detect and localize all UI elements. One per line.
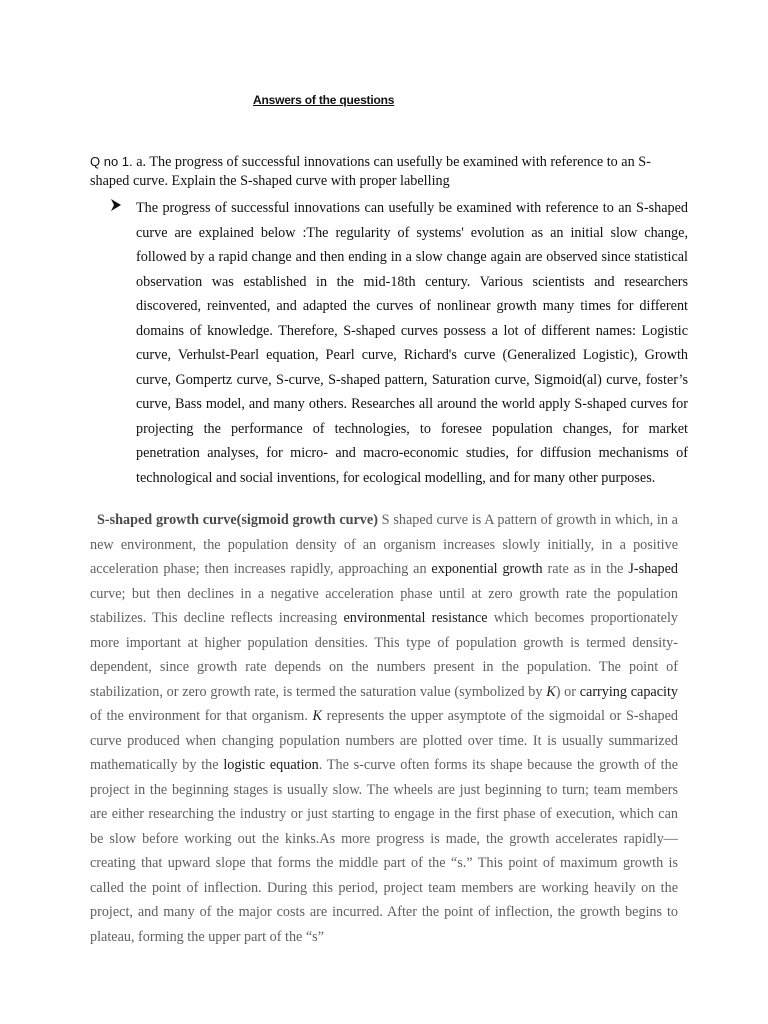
arrow-bullet-icon [111,199,121,211]
paragraph-text: ) or [555,683,580,700]
question-text [90,152,690,191]
paragraph-text: which becomes proportionately more important at higher population densities. This type of population growth is termed density-dependent, since growth rate depends on the numbers present in the population. The point of stabilization, or zero growth rate, is termed the saturation value (symbolized by [90,610,678,700]
paragraph-text: curve; but then declines in a negative acceleration phase until at zero growth rate the population stabilizes. This decline reflects increasing [90,585,678,626]
term-environmental-resistance: environmental resistance [343,610,488,626]
document-title: Answers of the questions [253,93,395,107]
term-carrying-capacity: carrying capacity [579,683,678,700]
term-j-shaped: J-shaped [628,561,678,577]
sigmoid-paragraph [90,508,678,949]
sigmoid-heading: S-shaped growth curve(sigmoid growth curve) [97,512,378,528]
question-body: a. The progress of successful innovations can usefully be examined with reference to an S-shaped curve. Explain the S-shaped curve with proper labelling [90,154,651,189]
question-label: Q no 1. [90,154,133,169]
bullet-text: The progress of successful innovations can usefully be examined with reference to an S-shaped curve are explained below :The regularity of systems' evolution as an initial slow change, followed by a rapid change and then ending in a slow change again are observed since statistical observation was established in the mid-18th century. Various scientists and researchers discovered, reinvented, and adapted the curves of nonlinear growth many times for different domains of knowledge. Therefore, S-shaped curves possess a lot of different names: Logistic curve, Verhulst-Pearl equation, Pearl curve, Richard's curve (Generalized Logistic), Growth curve, Gompertz curve, S-curve, S-shaped pattern, Saturation curve, Sigmoid(al) curve, foster’s curve, Bass model, and many others. Researches all around the world apply S-shaped curves for projecting the performance of technologies, to foresee population changes, for market penetration analyses, for micro- and macro-economic studies, for diffusion mechanisms of technological and social inventions, for ecological modelling, and for many other purposes. [136,200,688,486]
paragraph-text: S shaped curve is A pattern of growth in which, in a new environment, the population density of an organism increases slowly initially, in a positive acceleration phase; then increases rapidly, approaching an [90,512,678,577]
symbol-k: K [546,683,556,700]
paragraph-text: . The s-curve often forms its shape because the growth of the project in the beginning stages is usually slow. The wheels are just beginning to turn; team members are either researching the industry or just starting to engage in the first phase of execution, which can be slow before working out the kinks.As more progress is made, the growth accelerates rapidly—creating that upward slope that forms the middle part of the “s.” This point of maximum growth is called the point of inflection. During this period, project team members are working heavily on the project, and many of the major costs are incurred. After the point of inflection, the growth begins to plateau, forming the upper part of the “s” [90,757,678,945]
term-logistic-equation: logistic equation [223,757,319,773]
paragraph-text: of the environment for that organism. [90,708,313,724]
paragraph-text: represents the upper asymptote of the sigmoidal or S-shaped curve produced when changing population numbers are plotted over time. It is usually summarized mathematically by the [90,708,678,773]
symbol-k: K [312,708,322,724]
paragraph-text: rate as in the [542,561,629,577]
term-exponential-growth: exponential growth [431,561,543,577]
